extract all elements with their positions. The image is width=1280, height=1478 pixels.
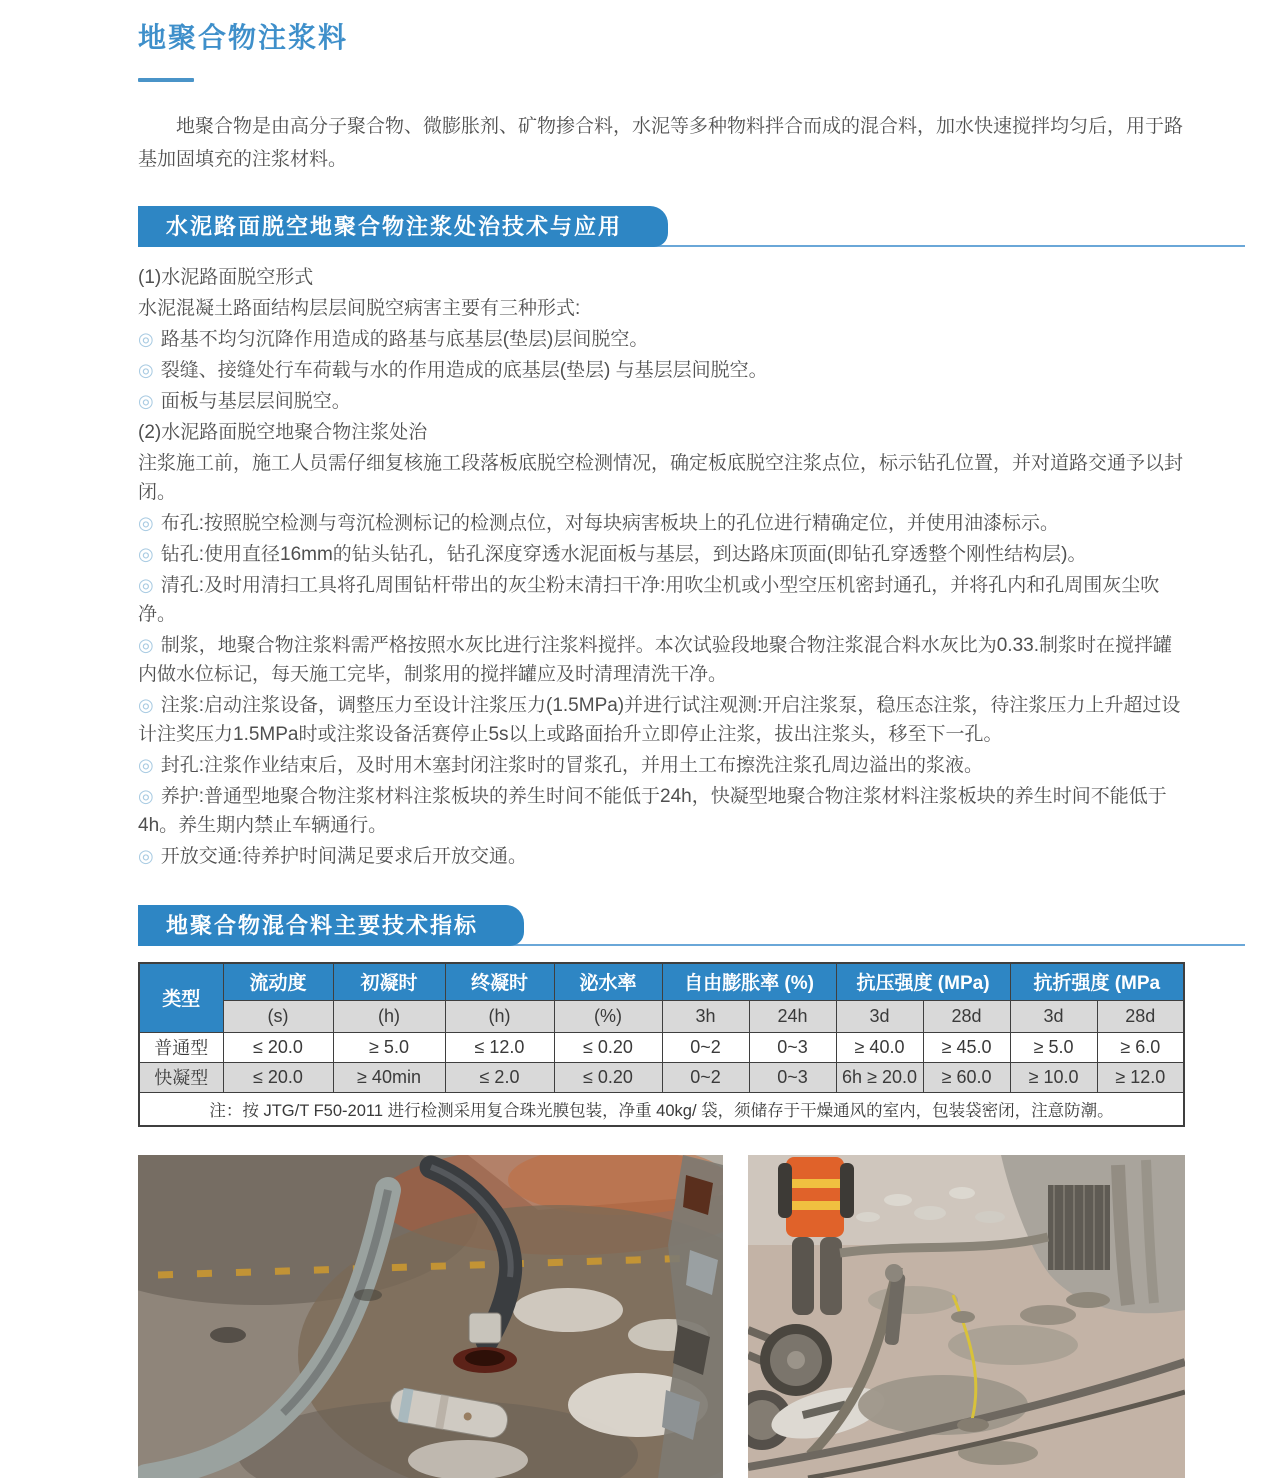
row-type-label: 普通型 — [139, 1032, 223, 1062]
table-group-header: 终凝时 — [445, 963, 554, 1000]
section1-banner-row — [138, 206, 1185, 247]
table-cell: ≥ 45.0 — [923, 1032, 1010, 1062]
text-line — [138, 263, 1185, 292]
bullet-item — [138, 631, 1185, 689]
table-sub-header: 3d — [836, 1000, 923, 1032]
table-cell: ≤ 12.0 — [445, 1032, 554, 1062]
table-cell: ≥ 40min — [333, 1062, 445, 1092]
table-sub-header: 28d — [1097, 1000, 1184, 1032]
table-row — [139, 1062, 1184, 1092]
table-sub-header: 3d — [1010, 1000, 1097, 1032]
intro-paragraph: 地聚合物是由高分子聚合物、微膨胀剂、矿物掺合料，水泥等多种物料拌合而成的混合料，加水快速搅拌均匀后，用于路基加固填充的注浆材料。 — [138, 116, 1184, 170]
table-cell: ≤ 2.0 — [445, 1062, 554, 1092]
line-text: 制浆，地聚合物注浆料需严格按照水灰比进行注浆料搅拌。本次试验段地聚合物注浆混合料水灰比为0.33.制浆时在搅拌罐内做水位标记，每天施工完毕，制浆用的搅拌罐应及时清理清洗干净。 — [138, 635, 1172, 685]
text-line — [138, 449, 1185, 507]
bullet-item — [138, 571, 1185, 629]
line-text: 封孔:注浆作业结束后，及时用木塞封闭注浆时的冒浆孔，并用土工布擦洗注浆孔周边溢出的浆液。 — [160, 755, 984, 776]
table-header-row-2 — [139, 1000, 1184, 1032]
table-sub-header: 3h — [662, 1000, 749, 1032]
page-title: 地聚合物注浆料 — [138, 22, 349, 53]
table-cell: ≥ 40.0 — [836, 1032, 923, 1062]
bullet-item — [138, 540, 1185, 569]
spec-table-body — [139, 1032, 1184, 1126]
table-group-header: 泌水率 — [554, 963, 662, 1000]
table-cell: ≤ 0.20 — [554, 1062, 662, 1092]
section1-heading: 水泥路面脱空地聚合物注浆处治技术与应用 — [138, 206, 668, 247]
line-text: 开放交通:待养护时间满足要求后开放交通。 — [160, 846, 527, 867]
table-cell: 0~3 — [749, 1032, 836, 1062]
table-cell: 6h ≥ 20.0 — [836, 1062, 923, 1092]
table-group-header: 流动度 — [223, 963, 333, 1000]
table-cell: ≤ 20.0 — [223, 1032, 333, 1062]
line-text: 水泥混凝土路面结构层层间脱空病害主要有三种形式: — [138, 298, 581, 319]
table-cell: 0~3 — [749, 1062, 836, 1092]
line-text: 面板与基层层间脱空。 — [160, 391, 351, 412]
line-text: 清孔:及时用清扫工具将孔周围钻杆带出的灰尘粉末清扫干净:用吹尘机或小型空压机密封通孔，并将孔内和孔周围灰尘吹净。 — [138, 575, 1160, 625]
bullet-circle-icon: ◎ — [138, 360, 154, 380]
section1-body — [138, 263, 1185, 871]
section2-heading: 地聚合物混合料主要技术指标 — [138, 905, 524, 946]
table-row — [139, 1032, 1184, 1062]
table-cell: ≤ 0.20 — [554, 1032, 662, 1062]
line-text: 钻孔:使用直径16mm的钻头钻孔，钻孔深度穿透水泥面板与基层，到达路床顶面(即钻孔穿透整个刚性结构层)。 — [160, 544, 1087, 565]
table-header-row-1 — [139, 963, 1184, 1000]
construction-site-illustration — [748, 1155, 1185, 1478]
line-text: (2)水泥路面脱空地聚合物注浆处治 — [138, 422, 428, 443]
bullet-circle-icon: ◎ — [138, 786, 154, 806]
table-sub-header: (s) — [223, 1000, 333, 1032]
table-sub-header: (%) — [554, 1000, 662, 1032]
table-group-header: 初凝时 — [333, 963, 445, 1000]
bullet-item — [138, 509, 1185, 538]
bullet-circle-icon: ◎ — [138, 513, 154, 533]
table-note-row — [139, 1092, 1184, 1126]
spec-table-head — [139, 963, 1184, 1032]
table-cell: ≥ 5.0 — [1010, 1032, 1097, 1062]
table-sub-header: 24h — [749, 1000, 836, 1032]
table-sub-header: (h) — [445, 1000, 554, 1032]
line-text: 布孔:按照脱空检测与弯沉检测标记的检测点位，对每块病害板块上的孔位进行精确定位，并使用油漆标示。 — [160, 513, 1060, 534]
bullet-item — [138, 691, 1185, 749]
title-underline — [138, 78, 194, 82]
grouting-hole-illustration — [138, 1155, 723, 1478]
bullet-circle-icon: ◎ — [138, 846, 154, 866]
table-cell: 0~2 — [662, 1062, 749, 1092]
bullet-circle-icon: ◎ — [138, 329, 154, 349]
table-cell: ≥ 10.0 — [1010, 1062, 1097, 1092]
bullet-item — [138, 782, 1185, 840]
table-sub-header: 28d — [923, 1000, 1010, 1032]
bullet-item — [138, 356, 1185, 385]
spec-table-wrap — [138, 962, 1185, 1127]
table-group-header: 抗压强度 (MPa) — [836, 963, 1010, 1000]
table-cell: ≥ 6.0 — [1097, 1032, 1184, 1062]
line-text: 注浆:启动注浆设备，调整压力至设计注浆压力(1.5MPa)并进行试注观测:开启注浆泵，稳压态注浆，待注浆压力上升超过设计注奖压力1.5MPa时或注浆设备活赛停止5s以上或路面抬升立即停止注浆，拔出注浆头，移至下一孔。 — [138, 695, 1181, 745]
text-line — [138, 418, 1185, 447]
section2-banner-row — [138, 905, 1185, 946]
line-text: 路基不均匀沉降作用造成的路基与底基层(垫层)层间脱空。 — [160, 329, 649, 350]
photo-gallery — [138, 1155, 1185, 1478]
content-column — [138, 0, 1185, 1478]
line-text: 注浆施工前，施工人员需仔细复核施工段落板底脱空检测情况，确定板底脱空注浆点位，标示钻孔位置，并对道路交通予以封闭。 — [138, 453, 1184, 503]
bullet-circle-icon: ◎ — [138, 755, 154, 775]
text-line — [138, 294, 1185, 323]
table-cell: ≥ 60.0 — [923, 1062, 1010, 1092]
bullet-circle-icon: ◎ — [138, 544, 154, 564]
table-group-header: 抗折强度 (MPa — [1010, 963, 1184, 1000]
bullet-circle-icon: ◎ — [138, 635, 154, 655]
bullet-circle-icon: ◎ — [138, 695, 154, 715]
bullet-item — [138, 842, 1185, 871]
spec-table — [138, 962, 1185, 1127]
bullet-circle-icon: ◎ — [138, 575, 154, 595]
table-group-header: 自由膨胀率 (%) — [662, 963, 836, 1000]
table-note: 注：按 JTG/T F50-2011 进行检测采用复合珠光膜包装，净重 40kg/ 袋，须储存于干燥通风的室内，包装袋密闭，注意防潮。 — [139, 1092, 1184, 1126]
table-cell: 0~2 — [662, 1032, 749, 1062]
row-type-label: 快凝型 — [139, 1062, 223, 1092]
table-corner-header: 类型 — [139, 963, 223, 1032]
photo-grouting-hole — [138, 1155, 723, 1478]
line-text: 裂缝、接缝处行车荷载与水的作用造成的底基层(垫层) 与基层层间脱空。 — [160, 360, 768, 381]
table-cell: ≥ 5.0 — [333, 1032, 445, 1062]
table-sub-header: (h) — [333, 1000, 445, 1032]
bullet-item — [138, 387, 1185, 416]
bullet-circle-icon: ◎ — [138, 391, 154, 411]
table-cell: ≥ 12.0 — [1097, 1062, 1184, 1092]
line-text: (1)水泥路面脱空形式 — [138, 267, 314, 288]
table-cell: ≤ 20.0 — [223, 1062, 333, 1092]
bullet-item — [138, 325, 1185, 354]
bullet-item — [138, 751, 1185, 780]
photo-construction-site — [748, 1155, 1185, 1478]
line-text: 养护:普通型地聚合物注浆材料注浆板块的养生时间不能低于24h，快凝型地聚合物注浆材料注浆板块的养生时间不能低于4h。养生期内禁止车辆通行。 — [138, 786, 1167, 836]
